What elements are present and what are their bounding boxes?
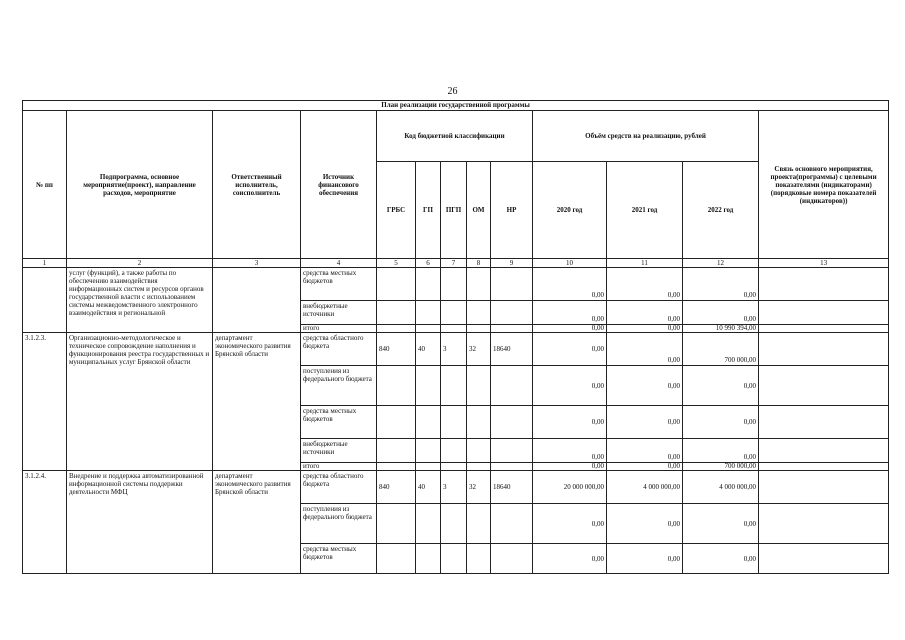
item-responsible: департамент экономического развития Брянской области bbox=[213, 333, 301, 471]
header-grbs: ГРБС bbox=[377, 162, 416, 259]
source-cell: средства местных бюджетов bbox=[301, 406, 377, 439]
value-2020: 0,00 bbox=[533, 333, 607, 366]
column-number: 2 bbox=[67, 259, 213, 268]
table-row bbox=[23, 268, 889, 301]
value-2020: 0,00 bbox=[533, 463, 607, 471]
pgp-cell: 3 bbox=[441, 471, 467, 504]
item-name: Организационно-методологическое и техническое сопровождение наполнения и функционирования реестра государственных и муниципальных услуг Брянской области bbox=[67, 333, 213, 471]
value-2022: 0,00 bbox=[683, 268, 759, 301]
value-2020: 0,00 bbox=[533, 406, 607, 439]
source-cell: поступления из федерального бюджета bbox=[301, 504, 377, 544]
source-cell: внебюджетные источники bbox=[301, 301, 377, 325]
value-2022: 10 990 394,00 bbox=[683, 325, 759, 333]
column-number: 3 bbox=[213, 259, 301, 268]
item-number: 3.1.2.4. bbox=[23, 471, 67, 574]
column-number: 1 bbox=[23, 259, 67, 268]
value-2021: 0,00 bbox=[607, 439, 683, 463]
table-row bbox=[23, 471, 889, 504]
header-subprogram: Подпрограмма, основное мероприятие(проект), направление расходов, мероприятие bbox=[67, 111, 213, 259]
source-cell: итого bbox=[301, 325, 377, 333]
value-2020: 0,00 bbox=[533, 439, 607, 463]
source-cell: итого bbox=[301, 463, 377, 471]
om-cell: 32 bbox=[467, 471, 491, 504]
header-2022: 2022 год bbox=[683, 162, 759, 259]
continuation-name: услуг (функций), а также работы по обеспечению взаимодействия информационных систем и ресурсов органов государственной власти с использованием системы межведомственного электронного взаимодействия и региональной bbox=[67, 268, 213, 333]
value-2022: 700 000,00 bbox=[683, 463, 759, 471]
header-budget-code: Код бюджетной классификации bbox=[377, 111, 533, 162]
header-pgp: ПГП bbox=[441, 162, 467, 259]
header-link: Связь основного мероприятия, проекта(программы) с целевыми показателями (индикаторами) (порядковые номера показателей (индикаторов)) bbox=[759, 111, 889, 259]
source-cell: поступления из федерального бюджета bbox=[301, 366, 377, 406]
value-2020: 0,00 bbox=[533, 268, 607, 301]
item-number: 3.1.2.3. bbox=[23, 333, 67, 471]
column-number: 9 bbox=[491, 259, 533, 268]
np-cell: 18640 bbox=[491, 333, 533, 366]
gp-cell: 40 bbox=[416, 333, 441, 366]
column-number: 10 bbox=[533, 259, 607, 268]
grbs-cell: 840 bbox=[377, 471, 416, 504]
value-2021: 0,00 bbox=[607, 406, 683, 439]
source-cell: средства местных бюджетов bbox=[301, 544, 377, 574]
value-2020: 0,00 bbox=[533, 504, 607, 544]
value-2022: 4 000 000,00 bbox=[683, 471, 759, 504]
plan-table bbox=[22, 100, 889, 574]
header-responsible: Ответственный исполнитель, соисполнитель bbox=[213, 111, 301, 259]
value-2022: 0,00 bbox=[683, 544, 759, 574]
table-title: План реализации государственной программы bbox=[23, 101, 889, 111]
value-2020: 0,00 bbox=[533, 366, 607, 406]
value-2020: 0,00 bbox=[533, 325, 607, 333]
header-npp: № пп bbox=[23, 111, 67, 259]
source-cell: средства областного бюджета bbox=[301, 333, 377, 366]
value-2022: 0,00 bbox=[683, 439, 759, 463]
value-2020: 20 000 000,00 bbox=[533, 471, 607, 504]
column-number: 4 bbox=[301, 259, 377, 268]
value-2022: 700 000,00 bbox=[683, 333, 759, 366]
value-2021: 4 000 000,00 bbox=[607, 471, 683, 504]
np-cell: 18640 bbox=[491, 471, 533, 504]
value-2021: 0,00 bbox=[607, 268, 683, 301]
header-source: Источник финансового обеспечения bbox=[301, 111, 377, 259]
grbs-cell: 840 bbox=[377, 333, 416, 366]
column-number-row bbox=[23, 259, 889, 268]
value-2021: 0,00 bbox=[607, 544, 683, 574]
value-2020: 0,00 bbox=[533, 544, 607, 574]
header-np: НР bbox=[491, 162, 533, 259]
column-number: 13 bbox=[759, 259, 889, 268]
source-cell: внебюджетные источники bbox=[301, 439, 377, 463]
column-number: 6 bbox=[416, 259, 441, 268]
value-2021: 0,00 bbox=[607, 504, 683, 544]
value-2021: 0,00 bbox=[607, 301, 683, 325]
header-gp: ГП bbox=[416, 162, 441, 259]
pgp-cell: 3 bbox=[441, 333, 467, 366]
header-2021: 2021 год bbox=[607, 162, 683, 259]
source-cell: средства областного бюджета bbox=[301, 471, 377, 504]
value-2021: 0,00 bbox=[607, 463, 683, 471]
header-2020: 2020 год bbox=[533, 162, 607, 259]
value-2022: 0,00 bbox=[683, 301, 759, 325]
value-2021: 0,00 bbox=[607, 333, 683, 366]
value-2022: 0,00 bbox=[683, 366, 759, 406]
source-cell: средства местных бюджетов bbox=[301, 268, 377, 301]
value-2022: 0,00 bbox=[683, 504, 759, 544]
value-2021: 0,00 bbox=[607, 366, 683, 406]
item-name: Внедрение и поддержка автоматизированной информационной системы поддержки деятельности МФЦ bbox=[67, 471, 213, 574]
column-number: 5 bbox=[377, 259, 416, 268]
column-number: 8 bbox=[467, 259, 491, 268]
gp-cell: 40 bbox=[416, 471, 441, 504]
page-number: 26 bbox=[447, 86, 458, 97]
column-number: 11 bbox=[607, 259, 683, 268]
value-2021: 0,00 bbox=[607, 325, 683, 333]
om-cell: 32 bbox=[467, 333, 491, 366]
table-row bbox=[23, 333, 889, 366]
value-2020: 0,00 bbox=[533, 301, 607, 325]
column-number: 12 bbox=[683, 259, 759, 268]
value-2022: 0,00 bbox=[683, 406, 759, 439]
header-om: ОМ bbox=[467, 162, 491, 259]
item-responsible: департамент экономического развития Брянской области bbox=[213, 471, 301, 574]
header-volume: Объём средств на реализацию, рублей bbox=[533, 111, 759, 162]
column-number: 7 bbox=[441, 259, 467, 268]
